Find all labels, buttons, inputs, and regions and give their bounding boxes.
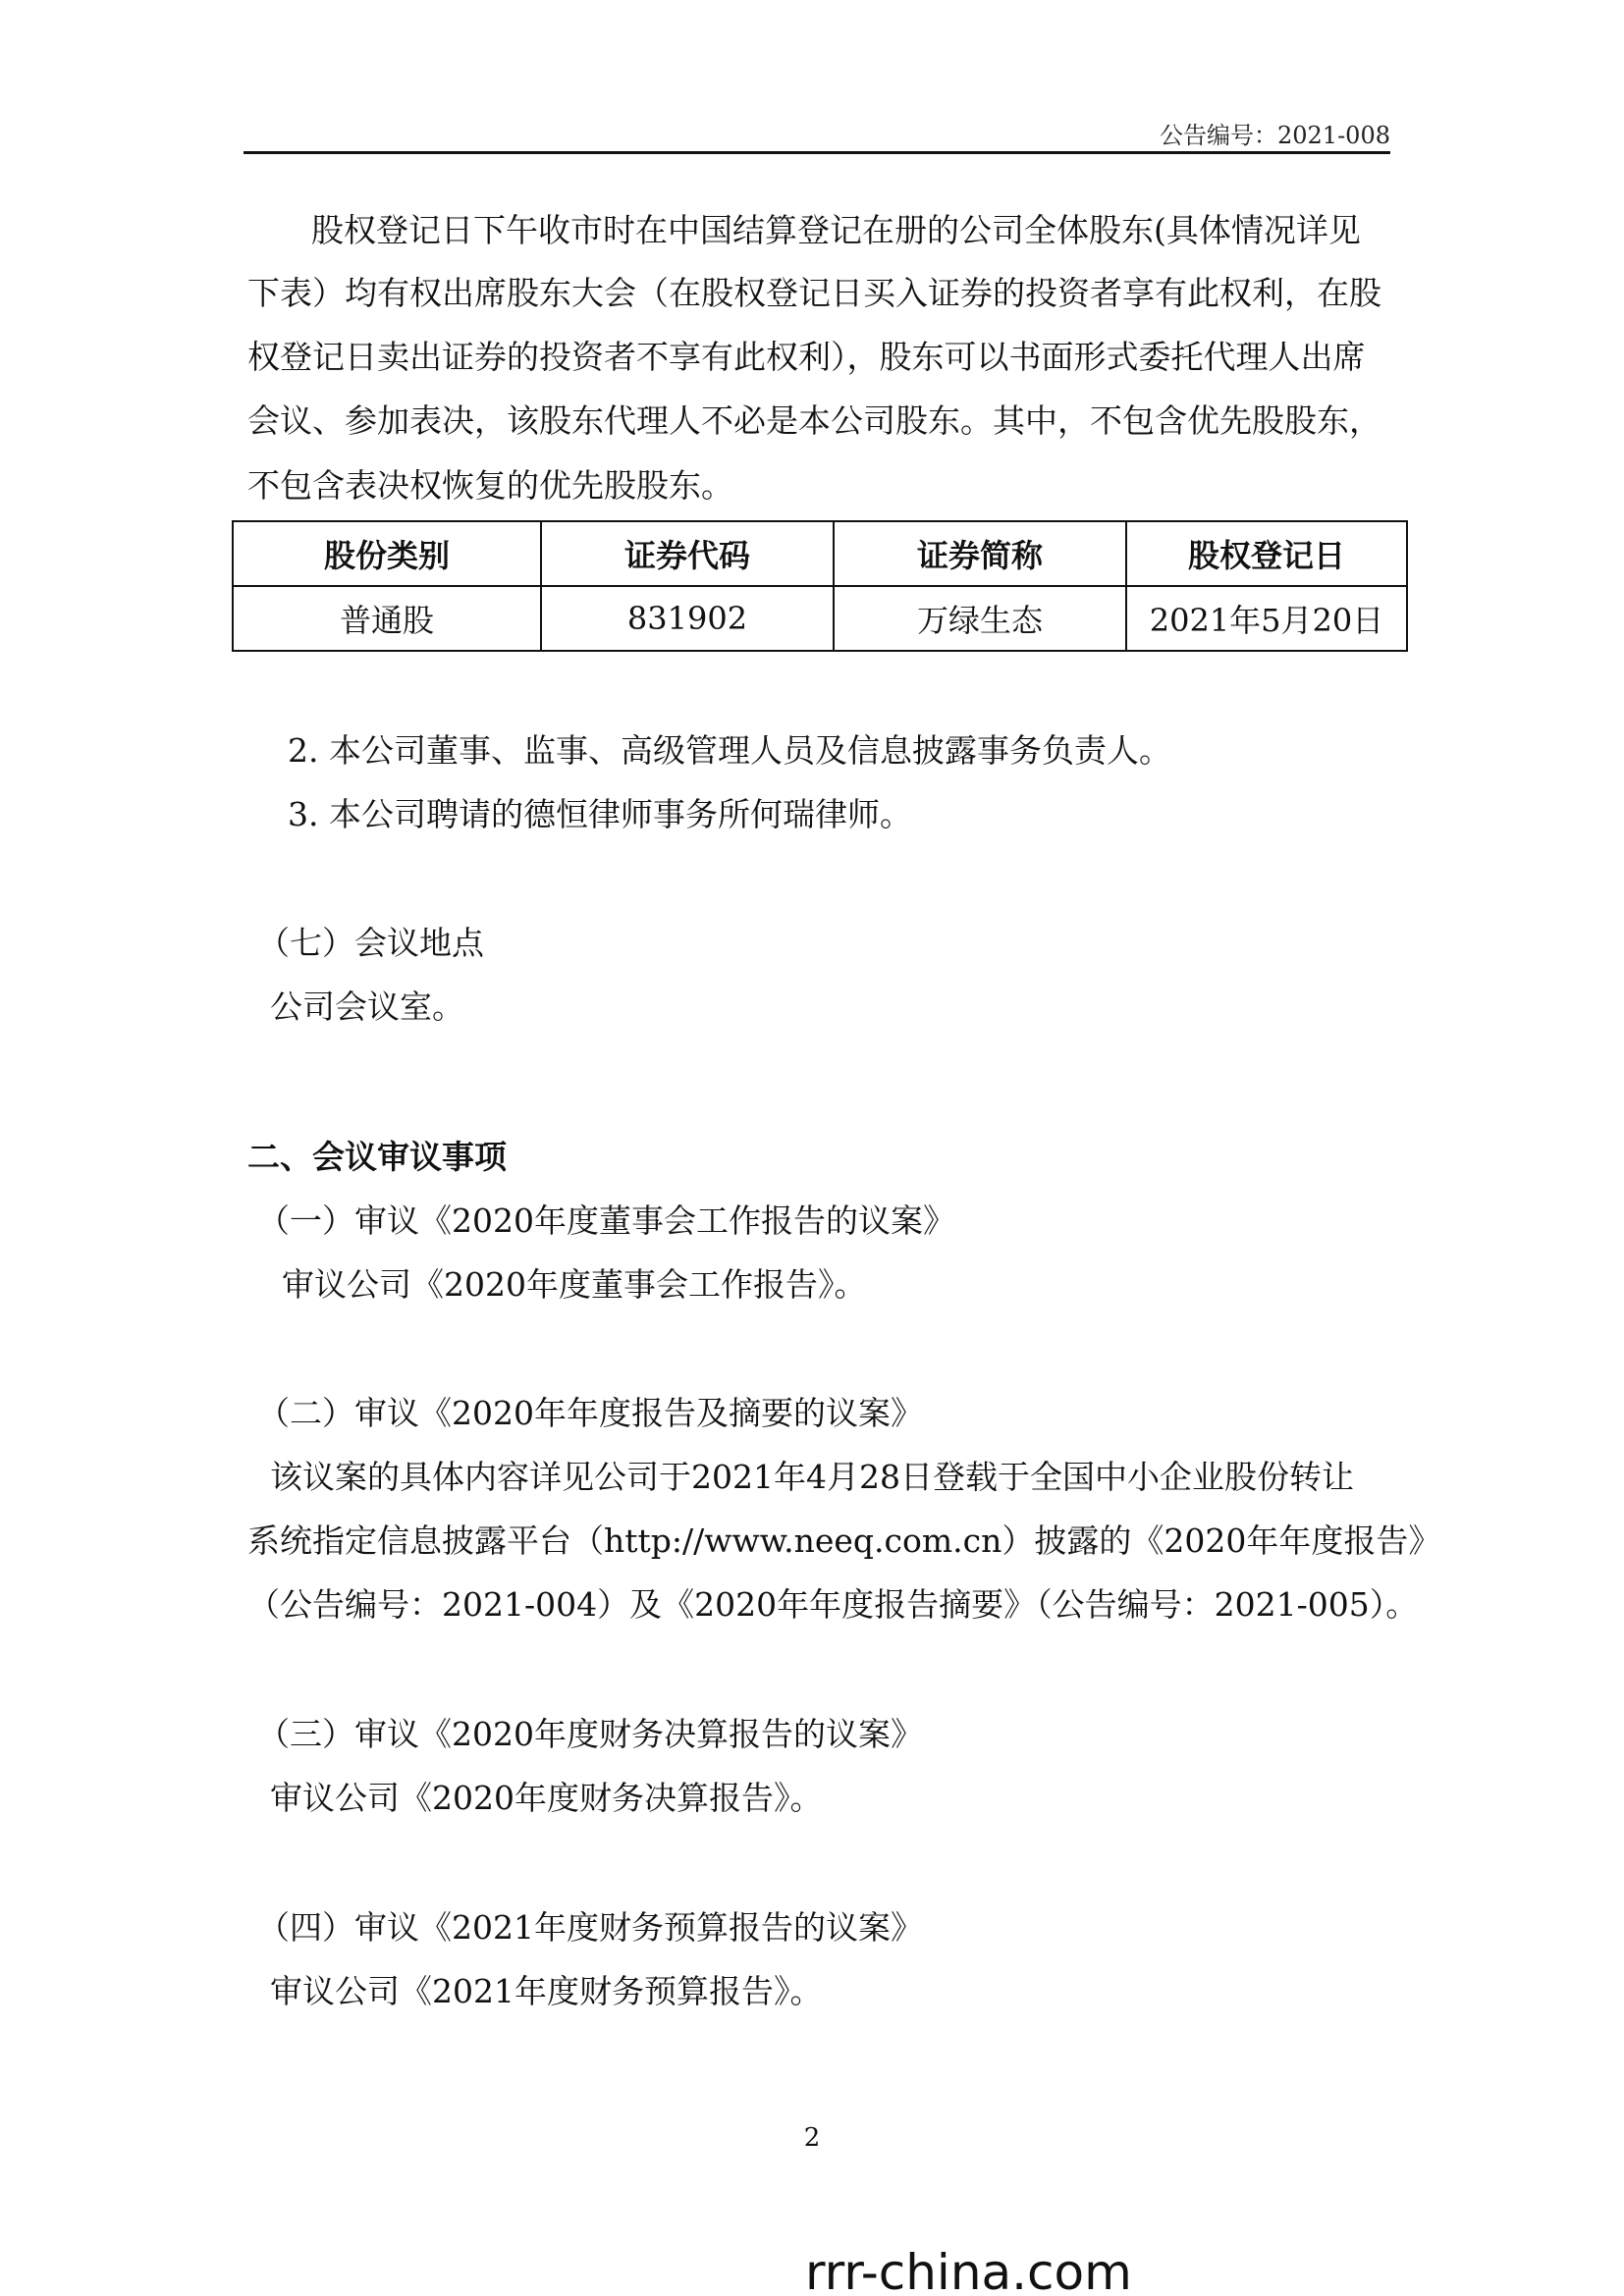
page-number: 2 <box>803 2123 821 2153</box>
intro-line-4: 会议、参加表决，该股东代理人不必是本公司股东。其中，不包含优先股股东， <box>247 401 1381 440</box>
announcement-number: 公告编号：2021-008 <box>1160 122 1390 149</box>
item-2-body-line-3: （公告编号：2021-004）及《2020年年度报告摘要》（公告编号：2021-005）。 <box>247 1585 1419 1624</box>
table-header-row <box>233 521 1407 586</box>
item-4-body: 审议公司《2021年度财务预算报告》。 <box>270 1972 823 2010</box>
intro-line-5: 不包含表决权恢复的优先股股东。 <box>247 466 733 505</box>
item-3-body: 审议公司《2020年度财务决算报告》。 <box>270 1779 823 1817</box>
col-header-share-type: 股份类别 <box>233 521 541 586</box>
cell-record-date: 2021年5月20日 <box>1126 586 1407 651</box>
section-title: 二、会议审议事项 <box>247 1138 507 1176</box>
intro-line-1: 股权登记日下午收市时在中国结算登记在册的公司全体股东(具体情况详见 <box>311 211 1361 249</box>
attendee-item-3: 3. 本公司聘请的德恒律师事务所何瑞律师。 <box>288 795 912 833</box>
registration-table <box>232 520 1408 652</box>
col-header-security-name: 证券简称 <box>834 521 1126 586</box>
cell-share-type: 普通股 <box>233 586 541 651</box>
intro-line-3: 权登记日卖出证券的投资者不享有此权利），股东可以书面形式委托代理人出席 <box>247 338 1366 376</box>
cell-security-name: 万绿生态 <box>834 586 1126 651</box>
item-2-body-line-2: 系统指定信息披露平台（http://www.neeq.com.cn）披露的《2020年年度报告》 <box>247 1522 1441 1560</box>
item-1-heading: （一）审议《2020年度董事会工作报告的议案》 <box>257 1201 955 1240</box>
attendee-item-2: 2. 本公司董事、监事、高级管理人员及信息披露事务负责人。 <box>288 731 1171 770</box>
table-row <box>233 586 1407 651</box>
intro-line-2: 下表）均有权出席股东大会（在股权登记日买入证券的投资者享有此权利，在股 <box>247 274 1381 312</box>
item-2-body-line-1: 该议案的具体内容详见公司于2021年4月28日登载于全国中小企业股份转让 <box>270 1458 1354 1496</box>
item-4-heading: （四）审议《2021年度财务预算报告的议案》 <box>257 1908 923 1947</box>
location-value: 公司会议室。 <box>270 988 464 1026</box>
col-header-record-date: 股权登记日 <box>1126 521 1407 586</box>
col-header-security-code: 证券代码 <box>541 521 834 586</box>
item-3-heading: （三）审议《2020年度财务决算报告的议案》 <box>257 1715 923 1753</box>
item-1-body: 审议公司《2020年度董事会工作报告》。 <box>282 1265 867 1304</box>
header-rule <box>244 151 1390 154</box>
item-2-heading: （二）审议《2020年年度报告及摘要的议案》 <box>257 1394 923 1432</box>
cell-security-code: 831902 <box>541 586 834 651</box>
watermark-text: rrr-china.com <box>805 2244 1132 2296</box>
location-heading: （七）会议地点 <box>257 924 484 962</box>
